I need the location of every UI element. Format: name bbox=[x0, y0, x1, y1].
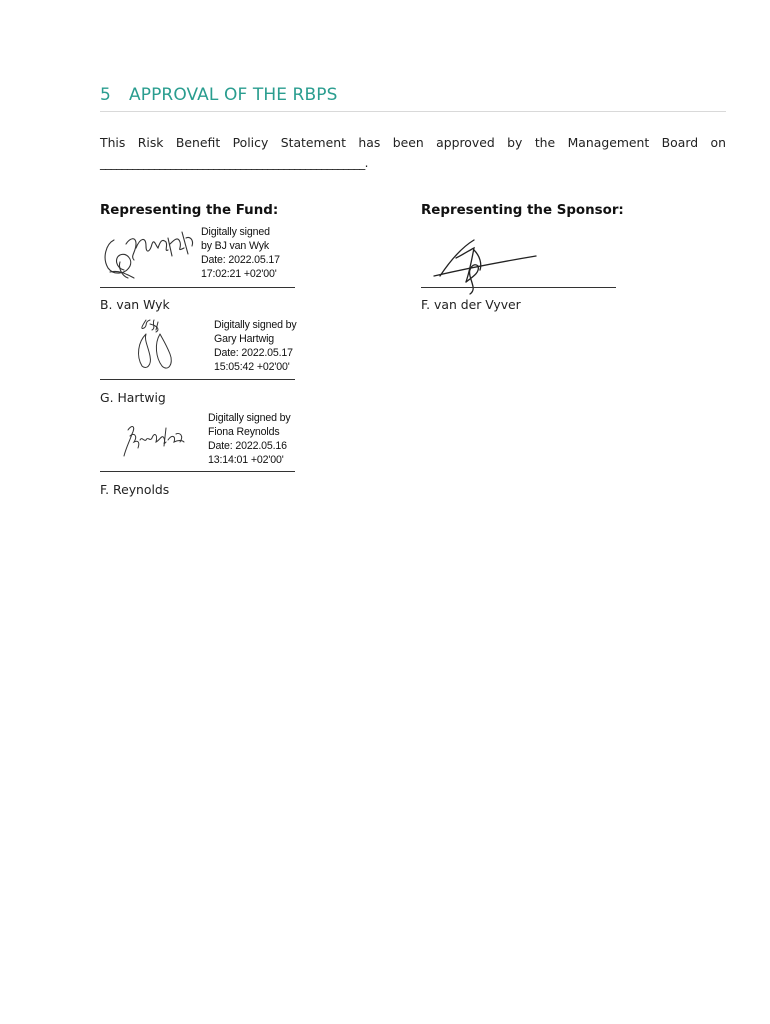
signature-line bbox=[100, 287, 295, 288]
signature-line bbox=[100, 471, 295, 472]
digital-stamp-reynolds: Digitally signed by Fiona Reynolds Date: 2022.05.16 13:14:01 +02'00' bbox=[208, 412, 291, 466]
sponsor-heading: Representing the Sponsor: bbox=[421, 203, 624, 218]
signatory-name-van-der-vyver: F. van der Vyver bbox=[421, 297, 521, 312]
digital-stamp-hartwig: Digitally signed by Gary Hartwig Date: 2022.05.17 15:05:42 +02'00' bbox=[214, 319, 297, 373]
signature-line bbox=[421, 287, 616, 288]
approval-statement: This Risk Benefit Policy Statement has been approved by the Management Board on bbox=[100, 135, 726, 150]
signature-line bbox=[100, 379, 295, 380]
signature-van-der-vyver bbox=[430, 236, 542, 298]
fund-heading: Representing the Fund: bbox=[100, 203, 279, 218]
signatory-name-hartwig: G. Hartwig bbox=[100, 390, 166, 405]
signature-reynolds bbox=[120, 420, 188, 460]
section-number: 5 bbox=[100, 85, 111, 105]
section-heading bbox=[100, 85, 726, 112]
section-title: APPROVAL OF THE RBPS bbox=[129, 85, 338, 105]
approval-date-blank: _________________________________________________. bbox=[100, 156, 368, 170]
signatory-name-van-wyk: B. van Wyk bbox=[100, 297, 170, 312]
signatory-name-reynolds: F. Reynolds bbox=[100, 482, 170, 497]
digital-stamp-van-wyk: Digitally signed by BJ van Wyk Date: 2022.05.17 17:02:21 +02'00' bbox=[201, 226, 280, 280]
signature-van-wyk bbox=[100, 224, 198, 282]
signature-hartwig bbox=[130, 316, 182, 372]
